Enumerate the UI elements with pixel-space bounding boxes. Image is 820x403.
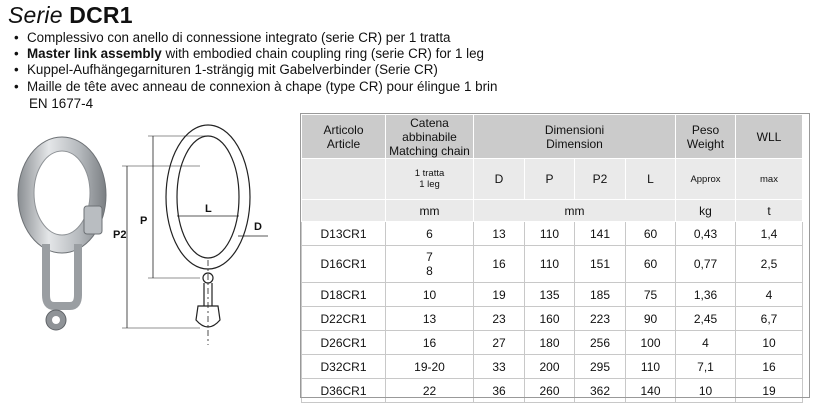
cell-d: 23 — [474, 307, 525, 331]
cell-chain: 13 — [386, 307, 474, 331]
technical-drawing — [122, 125, 268, 345]
cell-chain: 7 8 — [386, 246, 474, 283]
cell-d: 27 — [474, 331, 525, 355]
cell-p: 180 — [525, 331, 575, 355]
description-list — [14, 30, 497, 95]
subheader-weight: Approx — [676, 159, 736, 200]
cell-code: D18CR1 — [302, 283, 386, 307]
cell-p2: 151 — [575, 246, 626, 283]
cell-chain: 6 — [386, 222, 474, 246]
cell-l: 140 — [626, 379, 676, 403]
cell-kg: 4 — [676, 331, 736, 355]
subheader-p: P — [525, 159, 575, 200]
cell-l: 75 — [626, 283, 676, 307]
dim-l-label: L — [205, 203, 212, 215]
table-row — [302, 307, 803, 331]
unit-wll: t — [736, 200, 803, 222]
cell-kg: 2,45 — [676, 307, 736, 331]
table-row — [302, 246, 803, 283]
cell-l: 60 — [626, 246, 676, 283]
description-en: • Master link assembly with embodied chain coupling ring (serie CR) for 1 leg — [14, 46, 497, 62]
cell-code: D36CR1 — [302, 379, 386, 403]
norm-reference: EN 1677-4 — [29, 96, 94, 111]
series-label: Serie — [8, 2, 63, 28]
unit-weight: kg — [676, 200, 736, 222]
cell-l: 100 — [626, 331, 676, 355]
cell-l: 110 — [626, 355, 676, 379]
cell-wll: 4 — [736, 283, 803, 307]
series-code: DCR1 — [69, 2, 133, 28]
description-fr: • Maille de tête avec anneau de connexion à chape (type CR) pour élingue 1 brin — [14, 79, 497, 95]
header-wll: WLL — [736, 115, 803, 159]
subheader-chain: 1 tratta 1 leg — [386, 159, 474, 200]
cell-p2: 185 — [575, 283, 626, 307]
cell-wll: 2,5 — [736, 246, 803, 283]
cell-p: 135 — [525, 283, 575, 307]
subheader-empty — [302, 159, 386, 200]
subheader-p2: P2 — [575, 159, 626, 200]
cell-p: 200 — [525, 355, 575, 379]
table-row — [302, 355, 803, 379]
cell-kg: 10 — [676, 379, 736, 403]
cell-p: 110 — [525, 222, 575, 246]
cell-p2: 256 — [575, 331, 626, 355]
cell-code: D26CR1 — [302, 331, 386, 355]
cell-d: 33 — [474, 355, 525, 379]
table-row — [302, 283, 803, 307]
table-row — [302, 331, 803, 355]
cell-p2: 295 — [575, 355, 626, 379]
cell-chain: 16 — [386, 331, 474, 355]
dim-d-label: D — [254, 221, 262, 233]
cell-d: 13 — [474, 222, 525, 246]
subheader-l: L — [626, 159, 676, 200]
subheader-d: D — [474, 159, 525, 200]
cell-wll: 10 — [736, 331, 803, 355]
dimensions-table — [301, 114, 803, 403]
cell-kg: 0,43 — [676, 222, 736, 246]
header-dimensions: Dimensioni Dimension — [474, 115, 676, 159]
cell-d: 16 — [474, 246, 525, 283]
cell-wll: 16 — [736, 355, 803, 379]
unit-empty — [302, 200, 386, 222]
cell-code: D16CR1 — [302, 246, 386, 283]
cell-d: 36 — [474, 379, 525, 403]
cell-wll: 6,7 — [736, 307, 803, 331]
cell-p2: 141 — [575, 222, 626, 246]
cell-chain: 22 — [386, 379, 474, 403]
cell-code: D22CR1 — [302, 307, 386, 331]
cell-code: D13CR1 — [302, 222, 386, 246]
header-weight: Peso Weight — [676, 115, 736, 159]
cell-d: 19 — [474, 283, 525, 307]
dim-p-label: P — [140, 215, 148, 227]
subheader-wll: max — [736, 159, 803, 200]
header-article: Articolo Article — [302, 115, 386, 159]
cell-wll: 1,4 — [736, 222, 803, 246]
cell-p2: 362 — [575, 379, 626, 403]
product-drawing — [0, 120, 300, 400]
page-title — [8, 2, 133, 29]
dim-p2-label: P2 — [113, 229, 127, 241]
cell-l: 60 — [626, 222, 676, 246]
cell-chain: 10 — [386, 283, 474, 307]
header-chain: Catena abbinabile Matching chain — [386, 115, 474, 159]
cell-p: 110 — [525, 246, 575, 283]
cell-wll: 19 — [736, 379, 803, 403]
cell-kg: 0,77 — [676, 246, 736, 283]
description-de: • Kuppel-Aufhängegarnituren 1-strängig mit Gabelverbinder (Serie CR) — [14, 62, 497, 78]
cell-chain: 19-20 — [386, 355, 474, 379]
unit-dimensions: mm — [474, 200, 676, 222]
cell-p: 260 — [525, 379, 575, 403]
table-row — [302, 379, 803, 403]
cell-p: 160 — [525, 307, 575, 331]
cell-p2: 223 — [575, 307, 626, 331]
master-link-photo — [18, 137, 106, 330]
cell-kg: 7,1 — [676, 355, 736, 379]
description-it: • Complessivo con anello di connessione integrato (serie CR) per 1 tratta — [14, 30, 497, 46]
table-row — [302, 222, 803, 246]
unit-chain: mm — [386, 200, 474, 222]
cell-l: 90 — [626, 307, 676, 331]
cell-kg: 1,36 — [676, 283, 736, 307]
cell-code: D32CR1 — [302, 355, 386, 379]
